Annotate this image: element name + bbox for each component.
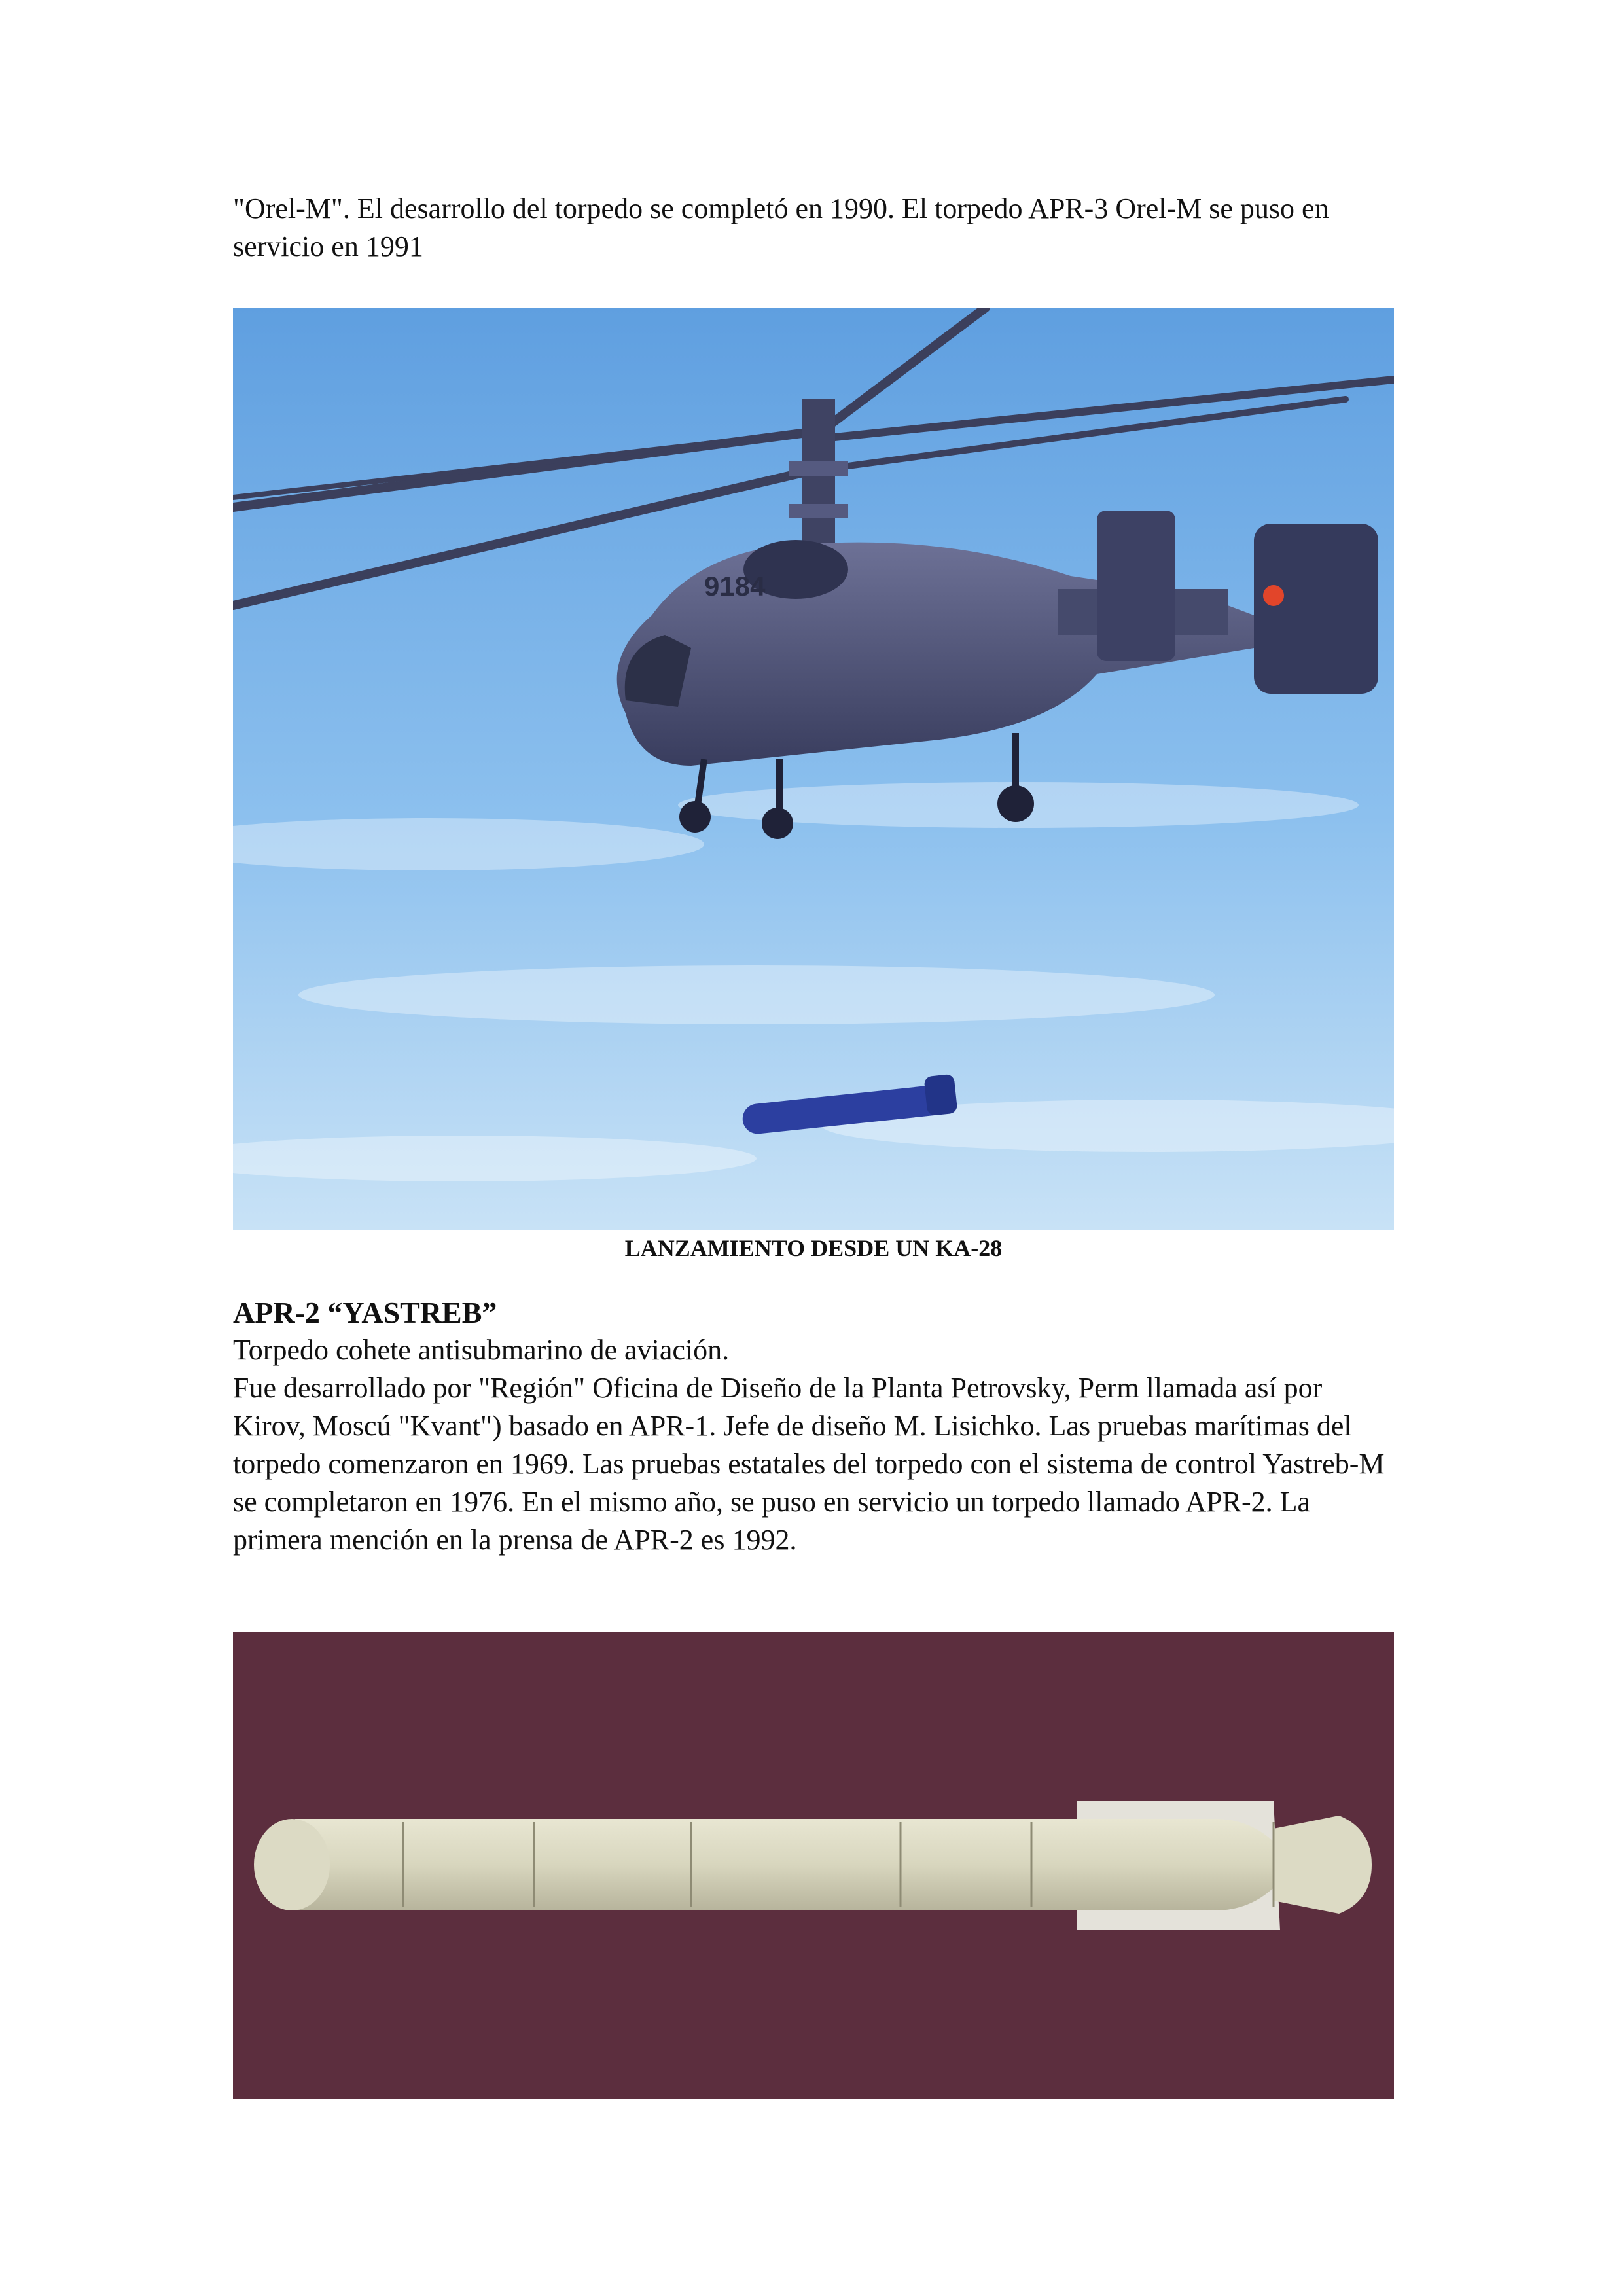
- section-subtitle: Torpedo cohete antisubmarino de aviación.: [233, 1334, 730, 1366]
- torpedo-nose: [254, 1819, 330, 1910]
- intro-paragraph: "Orel-M". El desarrollo del torpedo se completó en 1990. El torpedo APR-3 Orel-M se puso en servicio en 1991: [233, 192, 1329, 262]
- section-heading: APR-2 “YASTREB”: [233, 1296, 497, 1329]
- helicopter-launch-photo: [233, 308, 1394, 1230]
- torpedo-body: [284, 1819, 1281, 1910]
- torpedo-photo-drawing: [233, 1632, 1394, 2099]
- tail-fin-left: [1097, 511, 1175, 661]
- torpedo-photo: [233, 1632, 1394, 2099]
- torpedo-tail: [1274, 1816, 1372, 1914]
- tail-light: [1263, 585, 1284, 606]
- tail-number: 9184: [704, 571, 766, 601]
- tail-fin-right: [1254, 524, 1378, 694]
- figure-caption: LANZAMIENTO DESDE UN KA-28: [624, 1235, 1003, 1261]
- helicopter-photo-drawing: [233, 308, 1394, 1230]
- section-body: Fue desarrollado por "Región" Oficina de Diseño de la Planta Petrovsky, Perm llamada así por Kirov, Moscú "Kvant") basado en APR-1. Jefe de diseño M. Lisichko. Las pruebas marítimas del torpedo comenzaron en 1969. Las pruebas estatales del torpedo con el sistema de control Yastreb-M se completaron en 1976. En el mismo año, se puso en servicio un torpedo llamado APR-2. La primera mención en la prensa de APR-2 es 1992.: [233, 1372, 1385, 1556]
